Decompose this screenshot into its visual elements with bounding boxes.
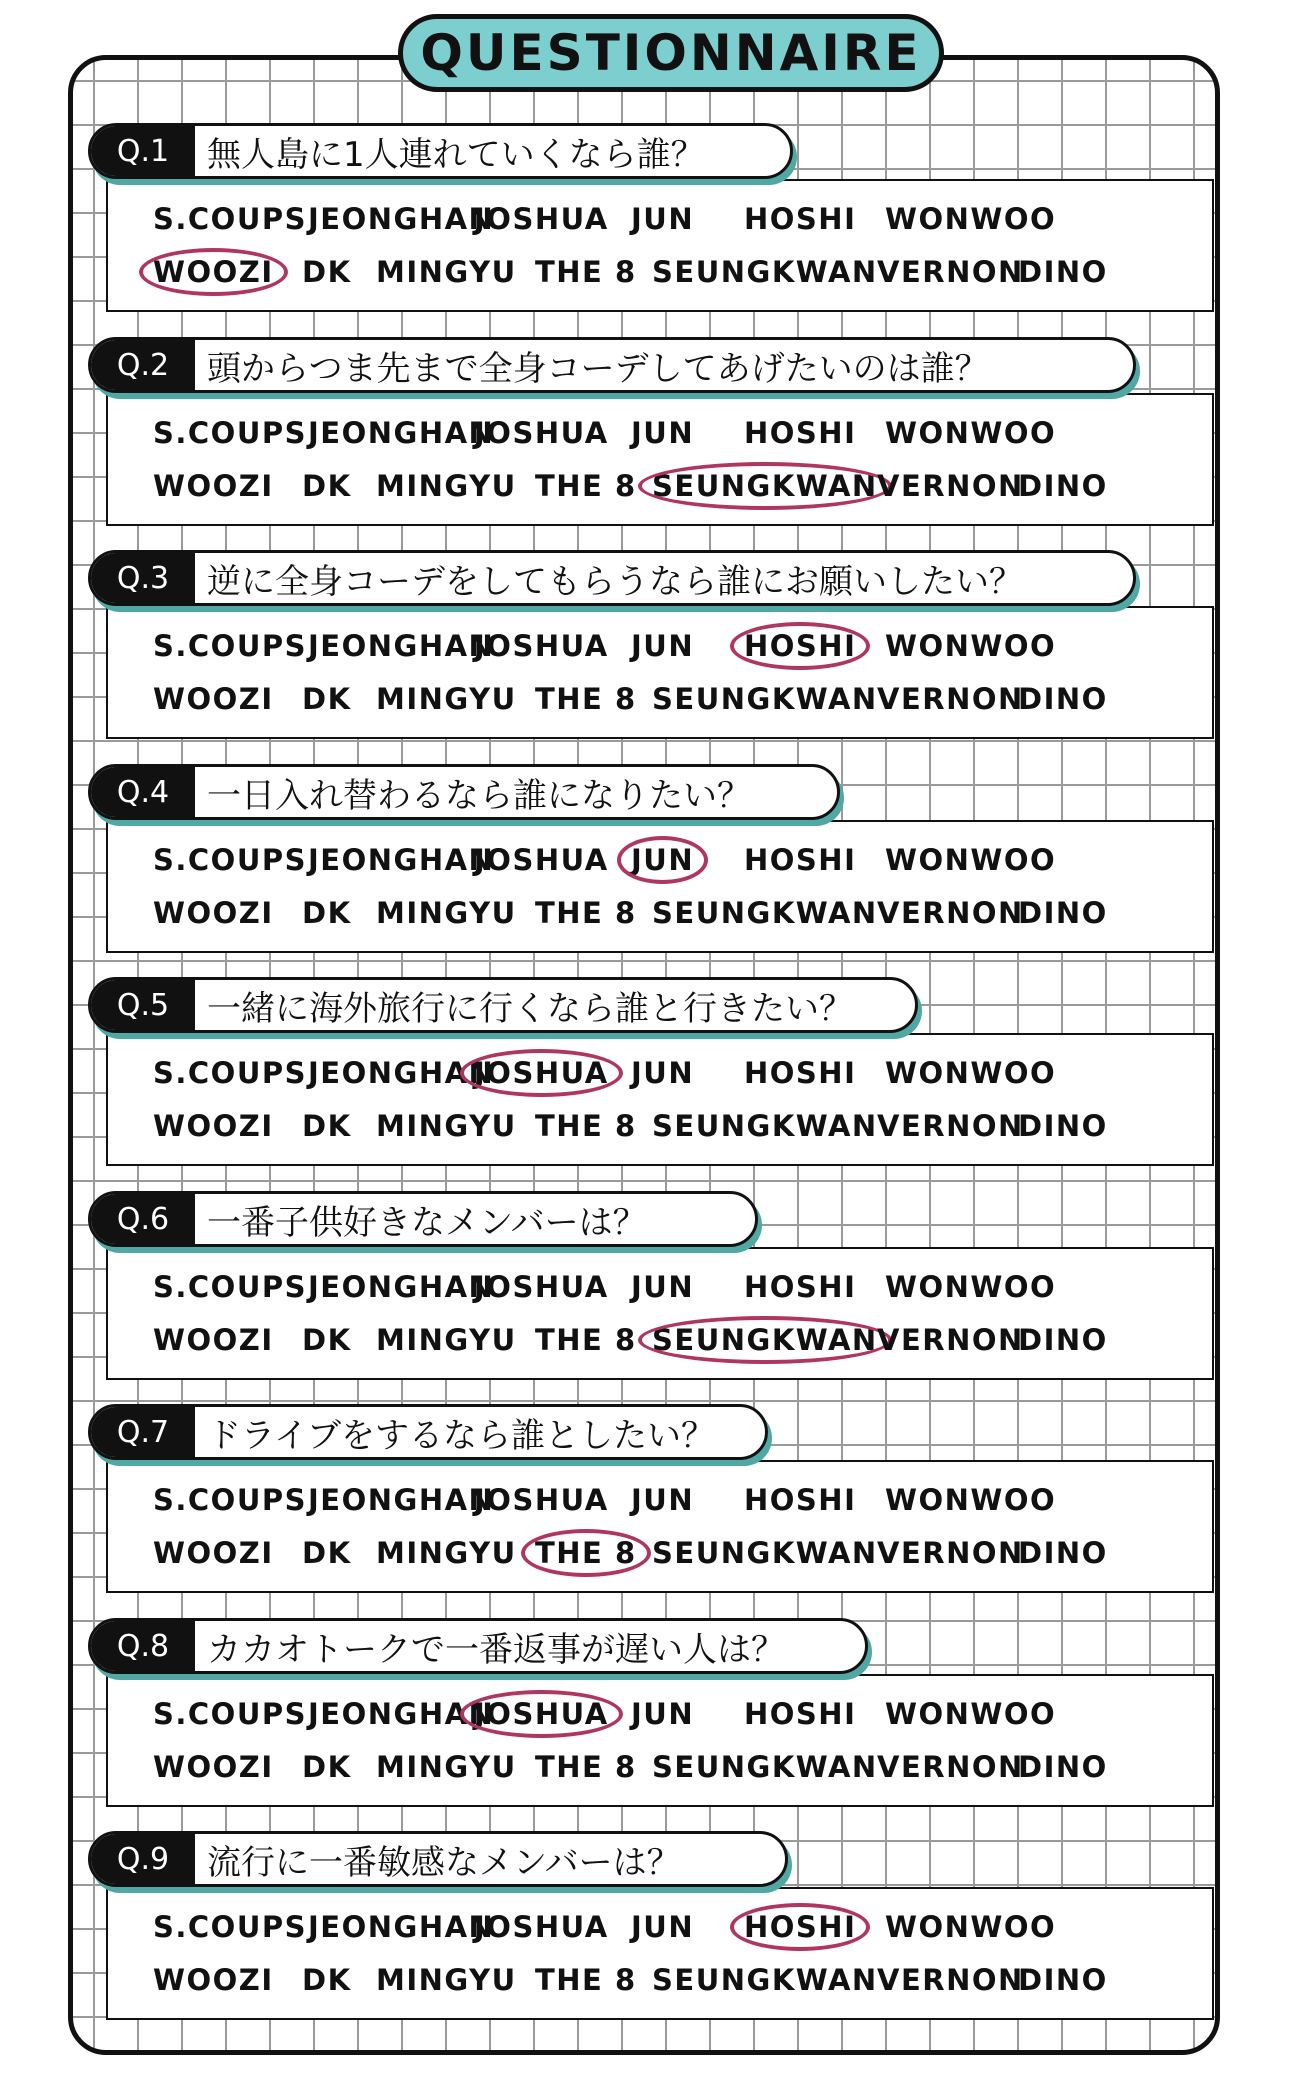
- member-option[interactable]: THE 8: [535, 255, 637, 289]
- member-option[interactable]: WONWOO: [885, 416, 1057, 450]
- question-block: [88, 1618, 1223, 1825]
- question-block: [88, 764, 1223, 971]
- member-option[interactable]: JEONGHAN: [308, 1270, 495, 1304]
- member-option[interactable]: THE 8: [535, 1323, 637, 1357]
- member-option[interactable]: JOSHUA: [474, 1483, 609, 1517]
- member-option[interactable]: WONWOO: [885, 1483, 1057, 1517]
- member-options-box: [106, 1033, 1214, 1166]
- member-options-box: [106, 179, 1214, 312]
- member-option[interactable]: JUN: [631, 1056, 695, 1090]
- question-text: 一日入れ替わるなら誰になりたい？: [207, 775, 751, 816]
- member-option[interactable]: MINGYU: [376, 1109, 517, 1143]
- member-option[interactable]: WONWOO: [885, 202, 1057, 236]
- member-option[interactable]: SEUNGKWAN: [652, 1963, 878, 1997]
- member-option[interactable]: JOSHUA: [474, 843, 609, 877]
- member-option[interactable]: VERNON: [877, 469, 1024, 503]
- member-option[interactable]: VERNON: [877, 1750, 1024, 1784]
- member-option[interactable]: JEONGHAN: [308, 1697, 495, 1731]
- member-option-circled[interactable]: JOSHUA: [474, 1056, 609, 1090]
- question-tab: [88, 1618, 868, 1674]
- member-option[interactable]: SEUNGKWAN: [652, 1536, 878, 1570]
- member-option[interactable]: WOOZI: [153, 682, 274, 716]
- question-number: Q.9: [91, 1834, 195, 1884]
- question-tab: [88, 977, 918, 1033]
- member-option[interactable]: DK: [302, 1536, 352, 1570]
- page-title: QUESTIONNAIRE: [398, 14, 944, 92]
- member-options-box: [106, 393, 1214, 526]
- question-block: [88, 123, 1223, 330]
- member-option[interactable]: JOSHUA: [474, 1910, 609, 1944]
- question-tab: [88, 1404, 768, 1460]
- member-option[interactable]: MINGYU: [376, 896, 517, 930]
- member-option[interactable]: S.COUPS: [153, 1056, 308, 1090]
- question-text: 一緒に海外旅行に行くなら誰と行きたい？: [207, 988, 853, 1029]
- member-option[interactable]: WOOZI: [153, 1109, 274, 1143]
- member-option-circled[interactable]: WOOZI: [153, 255, 274, 289]
- member-option[interactable]: HOSHI: [744, 1483, 857, 1517]
- member-option[interactable]: HOSHI: [744, 416, 857, 450]
- member-option[interactable]: JEONGHAN: [308, 202, 495, 236]
- member-option[interactable]: DK: [302, 682, 352, 716]
- member-option-circled[interactable]: THE 8: [535, 1536, 637, 1570]
- member-option[interactable]: WONWOO: [885, 1270, 1057, 1304]
- member-option[interactable]: DK: [302, 469, 352, 503]
- member-option[interactable]: VERNON: [877, 255, 1024, 289]
- member-option[interactable]: SEUNGKWAN: [652, 255, 878, 289]
- member-option[interactable]: THE 8: [535, 1750, 637, 1784]
- member-option[interactable]: JUN: [631, 1697, 695, 1731]
- member-option[interactable]: DINO: [1018, 469, 1108, 503]
- member-option[interactable]: DK: [302, 1323, 352, 1357]
- question-tab: [88, 337, 1136, 393]
- member-option[interactable]: JOSHUA: [474, 202, 609, 236]
- member-option[interactable]: MINGYU: [376, 255, 517, 289]
- member-option[interactable]: VERNON: [877, 1109, 1024, 1143]
- member-option[interactable]: DK: [302, 1963, 352, 1997]
- question-number: Q.1: [91, 126, 195, 176]
- member-option[interactable]: JEONGHAN: [308, 416, 495, 450]
- question-text: 逆に全身コーデをしてもらうなら誰にお願いしたい？: [207, 561, 1023, 602]
- member-option[interactable]: THE 8: [535, 896, 637, 930]
- member-option[interactable]: S.COUPS: [153, 629, 308, 663]
- member-option[interactable]: MINGYU: [376, 1750, 517, 1784]
- member-option[interactable]: JOSHUA: [474, 1270, 609, 1304]
- member-option[interactable]: JEONGHAN: [308, 1056, 495, 1090]
- question-tab: [88, 1191, 758, 1247]
- member-option[interactable]: MINGYU: [376, 469, 517, 503]
- member-option[interactable]: WONWOO: [885, 1910, 1057, 1944]
- member-option[interactable]: JUN: [631, 202, 695, 236]
- member-option-circled[interactable]: JUN: [631, 843, 695, 877]
- member-option[interactable]: JEONGHAN: [308, 1483, 495, 1517]
- member-option[interactable]: SEUNGKWAN: [652, 1750, 878, 1784]
- member-option[interactable]: MINGYU: [376, 1536, 517, 1570]
- member-option[interactable]: S.COUPS: [153, 202, 308, 236]
- question-block: [88, 550, 1223, 757]
- member-option[interactable]: WOOZI: [153, 469, 274, 503]
- member-options-box: [106, 1247, 1214, 1380]
- question-text: 頭からつま先まで全身コーデしてあげたいのは誰？: [207, 348, 989, 389]
- member-option[interactable]: VERNON: [877, 1536, 1024, 1570]
- member-option[interactable]: DK: [302, 255, 352, 289]
- member-option-circled[interactable]: SEUNGKWAN: [652, 469, 878, 503]
- question-tab: [88, 764, 840, 820]
- question-text: 流行に一番敏感なメンバーは？: [207, 1842, 681, 1883]
- question-text: 無人島に1人連れていくなら誰？: [207, 134, 705, 175]
- question-block: [88, 1191, 1223, 1398]
- question-block: [88, 1831, 1223, 2038]
- member-option[interactable]: WONWOO: [885, 629, 1057, 663]
- question-text: ドライブをするなら誰としたい？: [207, 1415, 715, 1456]
- member-option[interactable]: DINO: [1018, 255, 1108, 289]
- member-option[interactable]: VERNON: [877, 1963, 1024, 1997]
- member-option[interactable]: DINO: [1018, 682, 1108, 716]
- member-options-box: [106, 1674, 1214, 1807]
- member-options-box: [106, 606, 1214, 739]
- question-block: [88, 977, 1223, 1184]
- member-option[interactable]: SEUNGKWAN: [652, 896, 878, 930]
- member-option[interactable]: SEUNGKWAN: [652, 682, 878, 716]
- member-option[interactable]: S.COUPS: [153, 1910, 308, 1944]
- member-option[interactable]: JEONGHAN: [308, 843, 495, 877]
- member-option[interactable]: MINGYU: [376, 682, 517, 716]
- member-option[interactable]: WONWOO: [885, 843, 1057, 877]
- member-option[interactable]: JUN: [631, 1910, 695, 1944]
- member-option-circled[interactable]: HOSHI: [744, 1910, 857, 1944]
- member-option[interactable]: THE 8: [535, 682, 637, 716]
- question-block: [88, 337, 1223, 544]
- member-option[interactable]: MINGYU: [376, 1323, 517, 1357]
- member-option[interactable]: JEONGHAN: [308, 629, 495, 663]
- question-number: Q.4: [91, 767, 195, 817]
- member-option[interactable]: JUN: [631, 416, 695, 450]
- member-option[interactable]: S.COUPS: [153, 1483, 308, 1517]
- member-option[interactable]: WOOZI: [153, 1323, 274, 1357]
- member-option[interactable]: S.COUPS: [153, 843, 308, 877]
- member-option[interactable]: DINO: [1018, 1323, 1108, 1357]
- member-option[interactable]: VERNON: [877, 1323, 1024, 1357]
- member-option[interactable]: WOOZI: [153, 1963, 274, 1997]
- member-options-box: [106, 1887, 1214, 2020]
- member-option[interactable]: HOSHI: [744, 843, 857, 877]
- member-option[interactable]: VERNON: [877, 682, 1024, 716]
- member-option[interactable]: DINO: [1018, 1536, 1108, 1570]
- question-text: カカオトークで一番返事が遅い人は？: [207, 1629, 785, 1670]
- member-option[interactable]: THE 8: [535, 469, 637, 503]
- question-number: Q.5: [91, 980, 195, 1030]
- member-option[interactable]: THE 8: [535, 1109, 637, 1143]
- question-tab: [88, 550, 1136, 606]
- member-option[interactable]: S.COUPS: [153, 1270, 308, 1304]
- member-option[interactable]: SEUNGKWAN: [652, 1109, 878, 1143]
- question-number: Q.3: [91, 553, 195, 603]
- member-option[interactable]: JUN: [631, 1270, 695, 1304]
- member-option[interactable]: DK: [302, 896, 352, 930]
- member-option-circled[interactable]: SEUNGKWAN: [652, 1323, 878, 1357]
- question-text: 一番子供好きなメンバーは？: [207, 1202, 647, 1243]
- question-number: Q.2: [91, 340, 195, 390]
- member-option[interactable]: WOOZI: [153, 1750, 274, 1784]
- member-option[interactable]: MINGYU: [376, 1963, 517, 1997]
- member-option-circled[interactable]: JOSHUA: [474, 1697, 609, 1731]
- member-option[interactable]: S.COUPS: [153, 416, 308, 450]
- question-number: Q.7: [91, 1407, 195, 1457]
- member-option[interactable]: JEONGHAN: [308, 1910, 495, 1944]
- member-option[interactable]: WOOZI: [153, 896, 274, 930]
- question-tab: [88, 123, 793, 179]
- member-option[interactable]: HOSHI: [744, 1270, 857, 1304]
- member-option[interactable]: HOSHI: [744, 1056, 857, 1090]
- member-option-circled[interactable]: HOSHI: [744, 629, 857, 663]
- member-option[interactable]: DINO: [1018, 1109, 1108, 1143]
- question-block: [88, 1404, 1223, 1611]
- member-option[interactable]: WONWOO: [885, 1697, 1057, 1731]
- member-option[interactable]: JUN: [631, 1483, 695, 1517]
- member-option[interactable]: DINO: [1018, 1963, 1108, 1997]
- member-option[interactable]: JOSHUA: [474, 629, 609, 663]
- member-option[interactable]: DK: [302, 1750, 352, 1784]
- member-option[interactable]: THE 8: [535, 1963, 637, 1997]
- member-option[interactable]: JUN: [631, 629, 695, 663]
- member-option[interactable]: HOSHI: [744, 202, 857, 236]
- question-tab: [88, 1831, 788, 1887]
- member-option[interactable]: DK: [302, 1109, 352, 1143]
- member-option[interactable]: VERNON: [877, 896, 1024, 930]
- member-option[interactable]: DINO: [1018, 1750, 1108, 1784]
- question-number: Q.8: [91, 1621, 195, 1671]
- question-number: Q.6: [91, 1194, 195, 1244]
- member-option[interactable]: DINO: [1018, 896, 1108, 930]
- member-option[interactable]: WONWOO: [885, 1056, 1057, 1090]
- member-option[interactable]: HOSHI: [744, 1697, 857, 1731]
- member-option[interactable]: S.COUPS: [153, 1697, 308, 1731]
- member-option[interactable]: JOSHUA: [474, 416, 609, 450]
- member-option[interactable]: WOOZI: [153, 1536, 274, 1570]
- member-options-box: [106, 820, 1214, 953]
- member-options-box: [106, 1460, 1214, 1593]
